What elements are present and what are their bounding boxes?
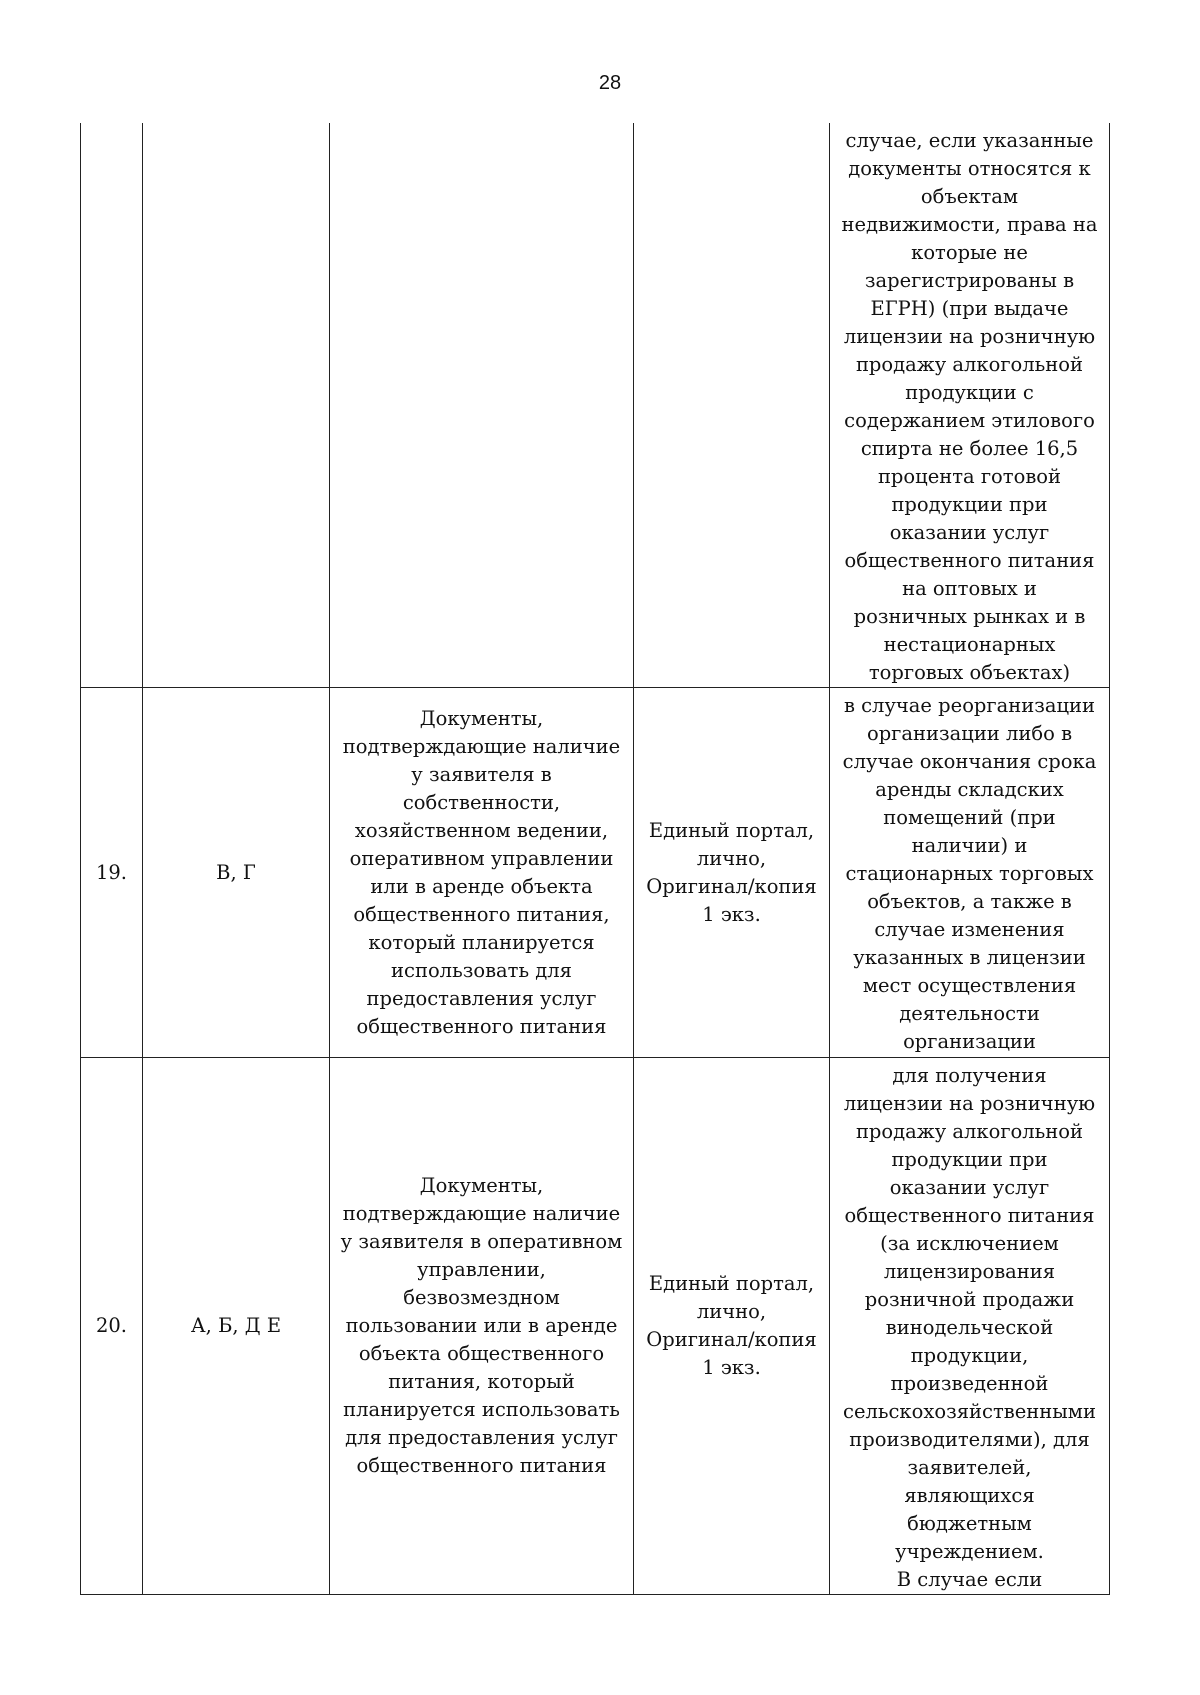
categories-cell	[143, 688, 330, 1058]
page-number: 28	[598, 72, 622, 94]
categories: В, Г	[216, 860, 256, 884]
row-number-cell	[81, 1058, 143, 1595]
note-cell	[830, 688, 1110, 1058]
table-row	[81, 688, 1110, 1058]
note-text: в случае реорганизации организации либо в случае окончания срока аренды складских помещений (при наличии) и стационарных торговых объектов, а также в случае изменения указанных в лицензии мест осуществления деятельности организации	[842, 694, 1097, 1053]
row-number: 20.	[95, 1314, 127, 1337]
categories: А, Б, Д Е	[190, 1314, 282, 1337]
document-cell	[330, 1058, 634, 1595]
requirements-table	[80, 123, 1110, 1595]
note-text: для получения лицензии на розничную продажу алкогольной продукции при оказании услуг общественного питания (за исключением лицензирования розничной продажи винодельческой продукции, произведенной сельскохозяйственными производителями), для заявителей, являющихся бюджетным учреждением. В случае если	[843, 1064, 1096, 1591]
note-cell	[830, 123, 1110, 688]
note-cell	[830, 1058, 1110, 1595]
row-number-cell	[81, 123, 143, 688]
row-number-cell	[81, 688, 143, 1058]
document-description: Документы, подтверждающие наличие у заявителя в собственности, хозяйственном ведении, оперативном управлении или в аренде объекта общественного питания, который планируется использовать для предоставления услуг общественного питания	[342, 706, 621, 1038]
submission-method: Единый портал, лично, Оригинал/копия 1 экз.	[646, 818, 817, 926]
categories-cell	[143, 123, 330, 688]
document-cell	[330, 688, 634, 1058]
submission-cell	[634, 123, 830, 688]
categories-cell	[143, 1058, 330, 1595]
document-description: Документы, подтверждающие наличие у заявителя в оперативном управлении, безвозмездном пользовании или в аренде объекта общественного питания, который планируется использовать для предоставления услуг общественного питания	[340, 1174, 623, 1477]
note-text: случае, если указанные документы относятся к объектам недвижимости, права на которые не зарегистрированы в ЕГРН) (при выдаче лицензии на розничную продажу алкогольной продукции с содержанием этилового спирта не более 16,5 процента готовой продукции при оказании услуг общественного питания на оптовых и розничных рынках и в нестационарных торговых объектах)	[841, 129, 1098, 684]
submission-method: Единый портал, лично, Оригинал/копия 1 экз.	[646, 1272, 817, 1379]
submission-cell	[634, 688, 830, 1058]
table-row	[81, 1058, 1110, 1595]
submission-cell	[634, 1058, 830, 1595]
row-number: 19.	[95, 860, 127, 884]
table-row	[81, 123, 1110, 688]
document-cell	[330, 123, 634, 688]
